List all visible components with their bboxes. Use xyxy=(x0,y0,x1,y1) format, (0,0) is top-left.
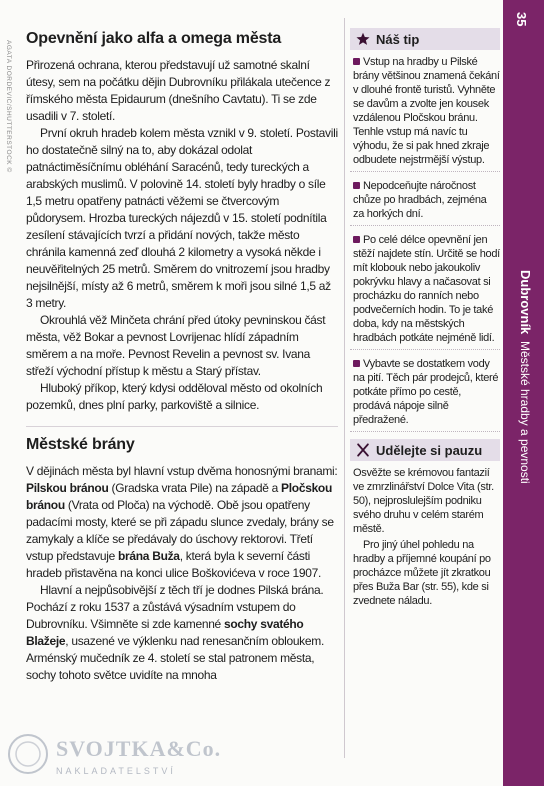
star-icon xyxy=(356,32,370,46)
publisher-seal-icon xyxy=(6,732,50,776)
cutlery-icon xyxy=(356,443,370,457)
running-head-chapter: Dubrovník xyxy=(518,270,533,335)
pause-header xyxy=(350,439,500,461)
text-run: , která byla k severní části hradeb přistavěna na konci ulice Boškovićeva v roce 1907. xyxy=(26,549,322,580)
pause-title: Udělejte si pauzu xyxy=(376,442,483,458)
section-title-fortifications: Opevnění jako alfa a omega města xyxy=(26,30,282,47)
pause-text: Pro jiný úhel pohledu na hradby a příjemné koupání po procházce můžete jít zkratkou přes Buža Bar (str. 55), kde si zvednete náladu. xyxy=(353,539,491,607)
tip-item xyxy=(350,233,500,350)
tip-item xyxy=(350,357,500,432)
highlight-st-blaise: sochy svatého Blažeje xyxy=(26,617,304,648)
running-head-section: Městské hradby a pevnosti xyxy=(518,340,532,484)
section-title-gates: Městské brány xyxy=(26,426,338,454)
paragraph xyxy=(26,463,338,582)
text-run: V dějinách města byl hlavní vstup dvěma honosnými branami: xyxy=(26,464,338,478)
tip-item xyxy=(350,55,500,172)
running-head xyxy=(503,270,544,630)
bullet-icon xyxy=(353,182,360,189)
tip-header xyxy=(350,28,500,50)
tip-title: Náš tip xyxy=(376,31,420,47)
page-number-text: 35 xyxy=(514,12,529,27)
page-number xyxy=(503,8,544,44)
text-run: (Gradska vrata Pile) na západě a xyxy=(108,481,282,495)
paragraph: Hluboký příkop, který kdysi odděloval město od okolních pozemků, dnes plní parky, parkoviště a silnice. xyxy=(26,381,323,412)
paragraph: Přirozená ochrana, kterou představují už samotné skalní útesy, sem na počátku dějin Dubrovníku přilákala utečence z římského města Epidaurum (dnešního Cavtatu). Ti se zde usadili v 7. století. xyxy=(26,58,331,123)
tip-item xyxy=(350,179,500,226)
tip-text: Po celé délce opevnění jen stěží najdete stín. Určitě se hodí mít klobouk nebo jakoukoliv pokrývku hlavy a načasovat si procházku do ranních nebo podvečerních hodin. To je také doba, kdy na městských hradbách potkáte nejméně lidí. xyxy=(353,234,500,344)
paragraph: První okruh hradeb kolem města vznikl v 9. století. Postavili ho dostatečně silný na to, aby dokázal odolat patnáctiměsíčnímu obléhání Saracénů, tedy tureckých a arabských muslimů. V polovině 14. století byly hradby o síle 1,5 metru opatřeny patnácti věžemi se čtvercovým půdorysem. Hrozba tureckých nájezdů v 15. století podnítila zesílení stávajících tvrzí a přidání nových, takže město chránila kamenná zeď dlouhá 2 kilometry a vysoká někde i neuvěřitelných 25 metrů. Směrem do vnitrozemí jsou hradby nejsilnější, místy až 6 metrů, směrem k moři jsou silné 1,5 až 3 metry. xyxy=(26,126,338,310)
column-divider xyxy=(344,18,345,758)
highlight-pile-gate: Pilskou bránou xyxy=(26,481,109,495)
text-run: Hlavní a nejpůsobivější z těch tří je dodnes Pilská brána. Pochází z roku 1537 a zůstává výsadním vstupem do Dubrovníku. Všimněte si zde kamenné xyxy=(26,583,324,631)
text-run: , usazené ve výklenku nad renesančním obloukem. Arménský mučedník ze 4. století se stal patronem města, sochy tohoto světce uvidíte na mnoha xyxy=(26,634,324,682)
publisher-name: SVOJTKA&Co. xyxy=(56,736,222,761)
paragraph: Okrouhlá věž Minčeta chrání před útoky pevninskou část města, věž Bokar a pevnost Lovrijenac hlídí západním směrem a na moře. Pevnost Revelin a pevnost sv. Ivana střeží východní přístup k městu a Starý přístav. xyxy=(26,313,326,378)
highlight-ploce-gate: Pločskou bránou xyxy=(26,481,332,512)
photo-credit xyxy=(2,40,14,200)
text-run: (Vrata od Ploča) na východě. Obě jsou opatřeny padacími mosty, které se při západu slunce zvedaly, brány se zamykaly a klíče se předávaly do úschovy rektorovi. Třetí vstup představuje xyxy=(26,498,334,563)
bullet-icon xyxy=(353,236,360,243)
photo-credit-text: AGATA DORDEVIC/SHUTTERSTOCK © xyxy=(5,40,12,173)
tip-text: Nepodceňujte náročnost chůze po hradbách, zejména za horkých dní. xyxy=(353,180,487,220)
pause-text: Osvěžte se krémovou fantazií ve zmrzlinářství Dolce Vita (str. 50), nejproslulejším podniku svého druhu v celém starém městě. xyxy=(353,467,494,535)
highlight-buza-gate: brána Buža xyxy=(118,549,180,563)
bullet-icon xyxy=(353,58,360,65)
running-head-text xyxy=(518,270,533,484)
publisher-subtitle: NAKLADATELSTVÍ xyxy=(56,766,176,776)
paragraph xyxy=(26,582,338,684)
tip-text: Vstup na hradby u Pilské brány většinou znamená čekání v dlouhé frontě turistů. Vyhněte se davům a zvolte jen kousek vzdálenou Pločskou bránu. Tenhle vstup má navíc tu výhodu, že si pak hned zkraje odbudete nejstrmější výstup. xyxy=(353,56,500,166)
tip-text: Vybavte se dostatkem vody na pití. Těch pár prodejců, které potkáte přímo po cestě, prodává nápoje silně předražené. xyxy=(353,358,499,426)
publisher-watermark xyxy=(6,730,222,782)
bullet-icon xyxy=(353,360,360,367)
main-column xyxy=(26,30,338,684)
sidebar xyxy=(350,28,500,608)
